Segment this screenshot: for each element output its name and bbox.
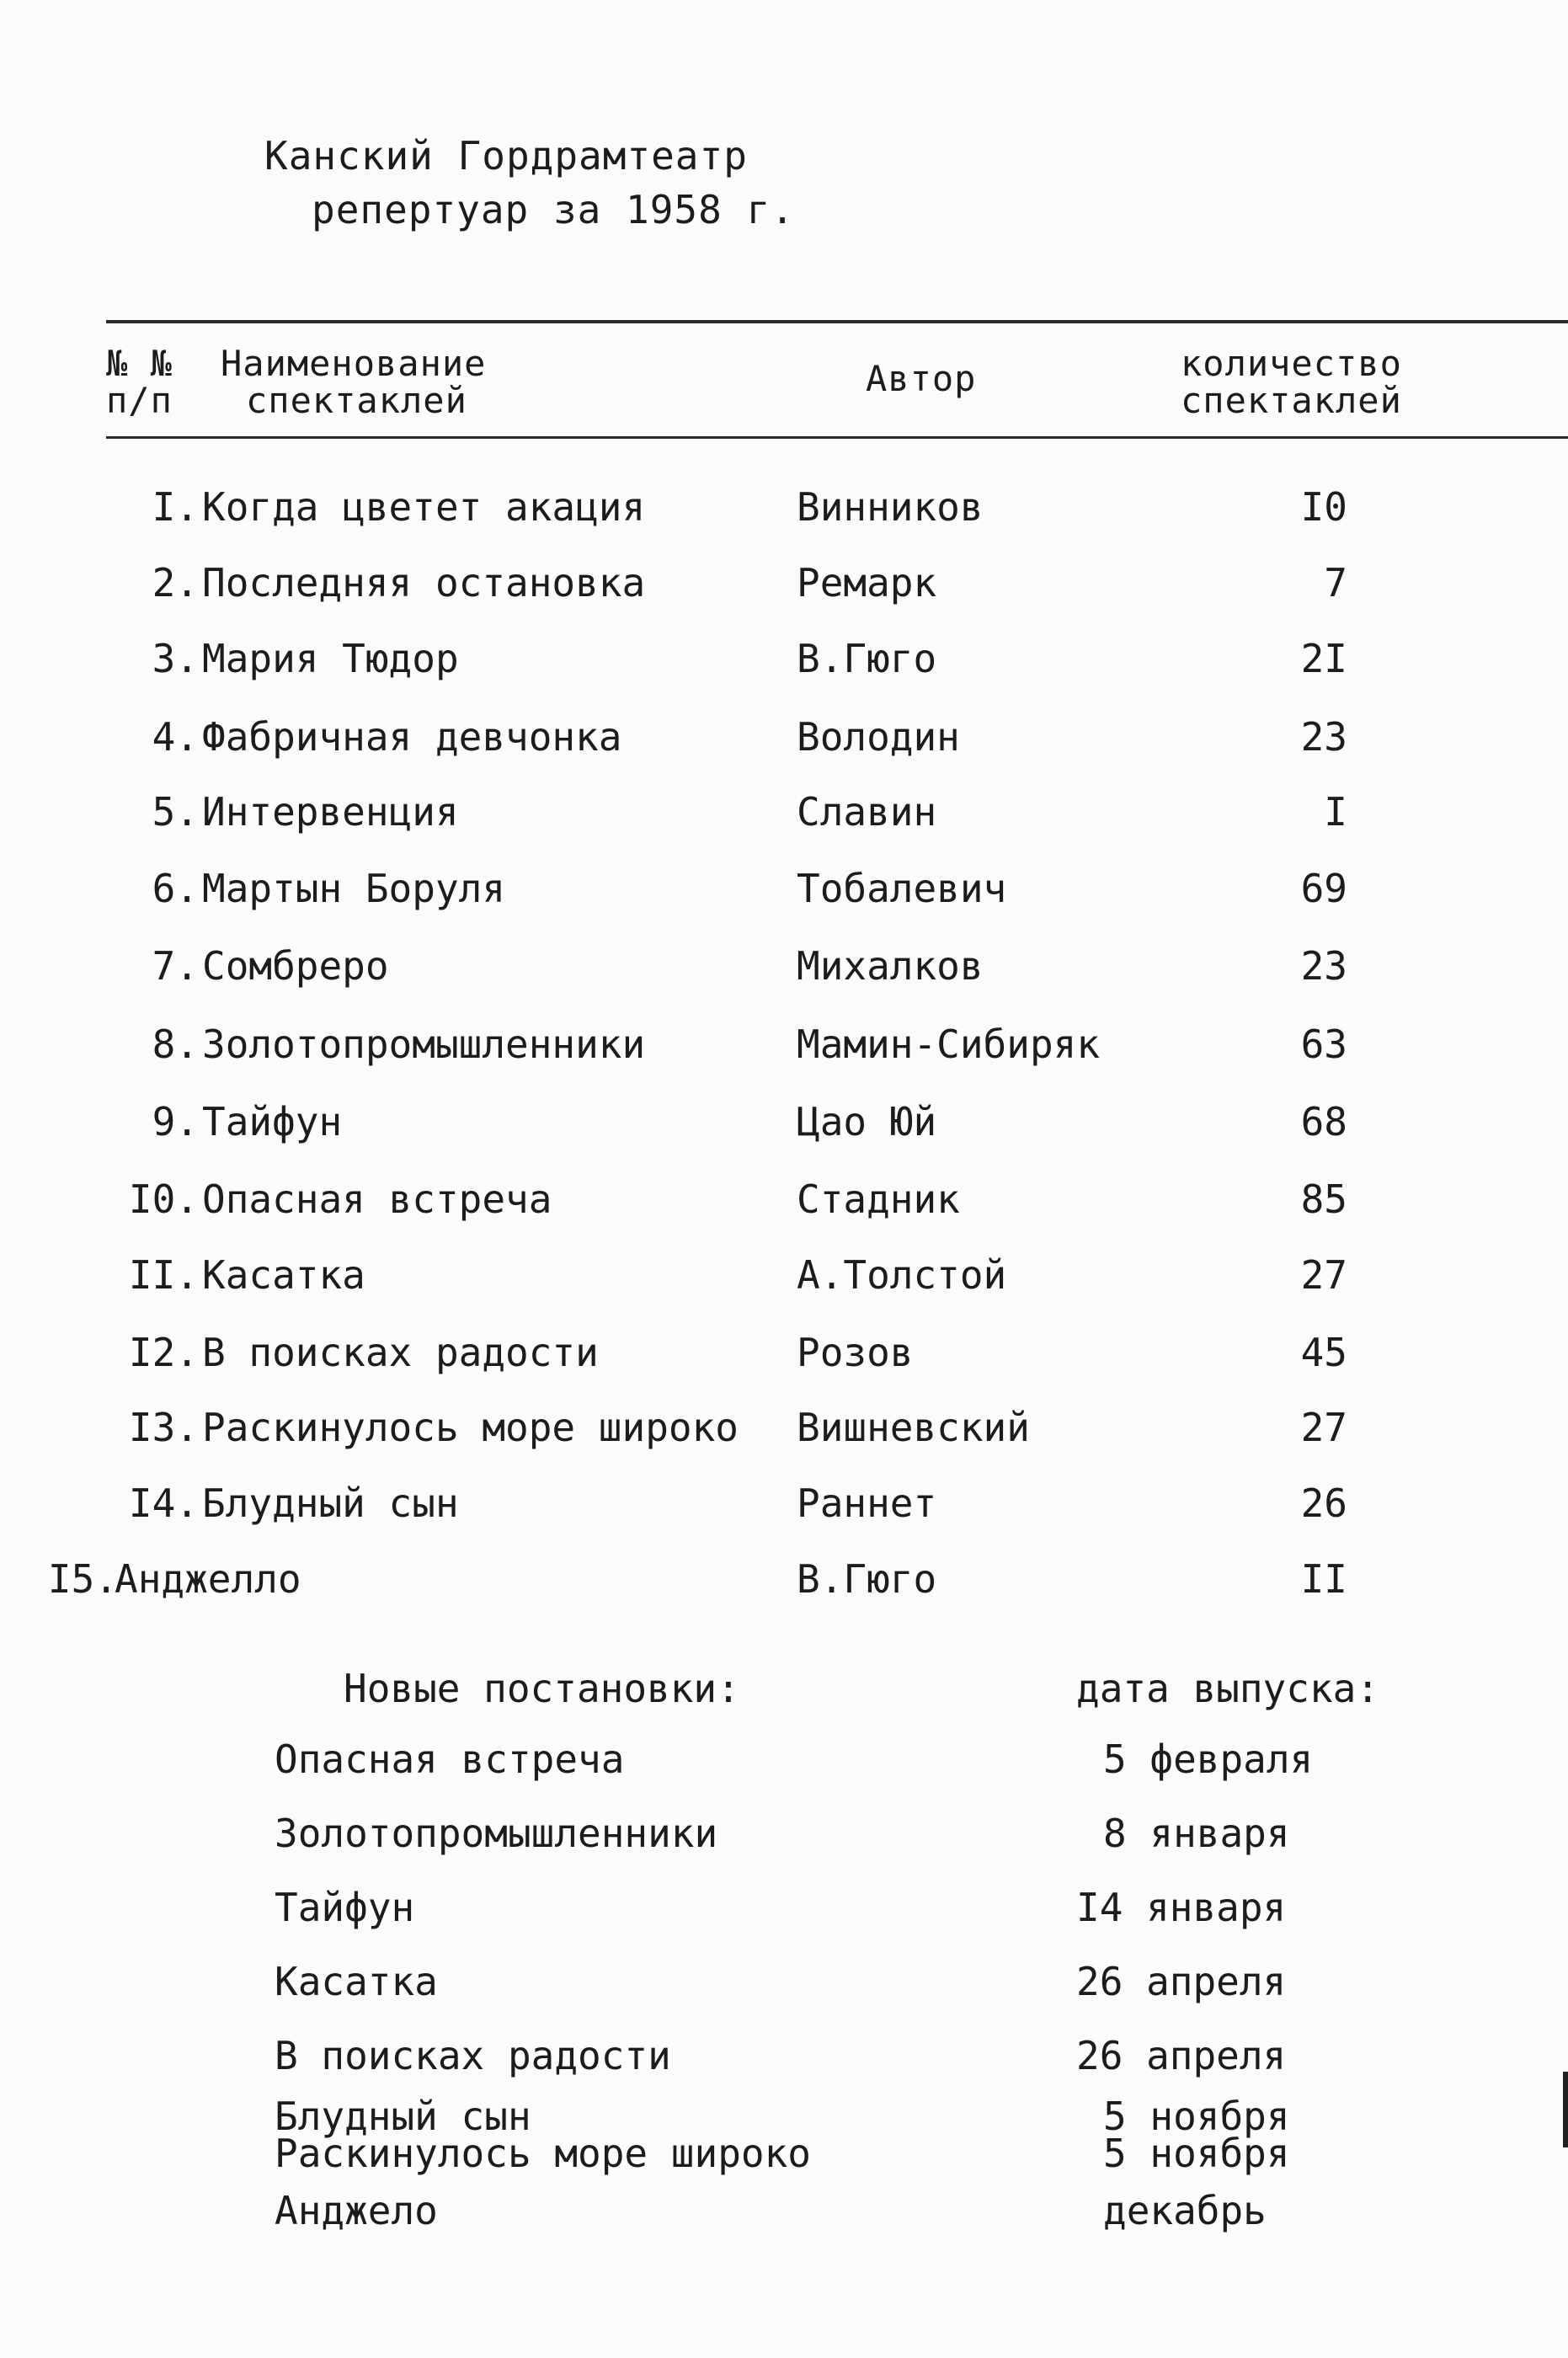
- row-title: Тайфун: [202, 1099, 343, 1144]
- row-title: Касатка: [202, 1252, 365, 1298]
- header-num: [106, 345, 173, 419]
- header-count-line2: спектаклей: [1181, 380, 1402, 421]
- table-row: [0, 714, 1568, 765]
- row-number: I4.: [128, 1480, 199, 1526]
- row-title: Раскинулось море широко: [202, 1405, 739, 1450]
- premiere-date: 26 апреля: [1076, 2033, 1287, 2078]
- header-count: [1181, 345, 1402, 419]
- row-number: 7.: [152, 943, 199, 989]
- premiere-date: I4 января: [1076, 1885, 1287, 1930]
- row-count: 2I: [1300, 636, 1347, 681]
- row-title: Опасная встреча: [202, 1176, 552, 1222]
- premieres-date-heading: дата выпуска:: [1076, 1666, 1380, 1711]
- table-row: [0, 484, 1568, 535]
- row-number: 9.: [152, 1099, 199, 1144]
- row-title: Интервенция: [202, 789, 459, 835]
- row-author: А.Толстой: [797, 1252, 1007, 1298]
- row-count: 68: [1300, 1099, 1347, 1144]
- row-number: I2.: [128, 1330, 199, 1375]
- premiere-title: Касатка: [275, 1959, 438, 2004]
- row-author: Володин: [797, 714, 960, 760]
- row-author: Цао Юй: [797, 1099, 937, 1144]
- header-count-line1: количество: [1181, 343, 1402, 384]
- row-count: I0: [1300, 484, 1347, 530]
- row-number: 3.: [152, 636, 199, 681]
- row-count: 7: [1324, 560, 1347, 606]
- row-author: Тобалевич: [797, 866, 1007, 911]
- header-num-line1: № №: [106, 343, 173, 384]
- row-title: Анджелло: [115, 1556, 301, 1602]
- document-subtitle: репертуар за 1958 г.: [312, 187, 795, 232]
- header-bottom-rule: [106, 436, 1568, 439]
- table-row: [0, 1480, 1568, 1531]
- table-row: [0, 1022, 1568, 1072]
- row-title: Золотопромышленники: [202, 1022, 646, 1067]
- premiere-title: Раскинулось море широко: [275, 2131, 811, 2176]
- row-count: 23: [1300, 943, 1347, 989]
- row-author: Раннет: [797, 1480, 937, 1526]
- row-title: Сомбреро: [202, 943, 389, 989]
- table-row: [0, 1099, 1568, 1150]
- table-row: [0, 1330, 1568, 1380]
- row-title: Последняя остановка: [202, 560, 646, 606]
- row-count: 27: [1300, 1405, 1347, 1450]
- row-author: Михалков: [797, 943, 984, 989]
- row-title: Мария Тюдор: [202, 636, 459, 681]
- row-title: Блудный сын: [202, 1480, 459, 1526]
- row-number: I0.: [128, 1176, 199, 1222]
- header-num-line2: п/п: [106, 380, 173, 421]
- header-name-line1: Наименование: [221, 343, 487, 384]
- row-number: II.: [128, 1252, 199, 1298]
- row-number: 5.: [152, 789, 199, 835]
- table-row: [0, 636, 1568, 686]
- row-count: I: [1324, 789, 1347, 835]
- row-author: В.Гюго: [797, 636, 937, 681]
- row-number: I5.: [47, 1556, 118, 1602]
- premiere-date: 5 ноября: [1103, 2131, 1290, 2176]
- table-row: [0, 1556, 1568, 1607]
- premiere-title: Анджело: [275, 2188, 438, 2233]
- header-name-line2: спектаклей: [246, 380, 467, 421]
- premiere-date: 5 ноября: [1103, 2094, 1290, 2139]
- premiere-date: 5 февраля: [1103, 1736, 1314, 1782]
- row-count: II: [1300, 1556, 1347, 1602]
- table-row: [0, 560, 1568, 611]
- row-author: Мамин-Сибиряк: [797, 1022, 1101, 1067]
- header-name: [221, 345, 486, 419]
- row-count: 63: [1300, 1022, 1347, 1067]
- table-row: [0, 789, 1568, 840]
- row-number: 8.: [152, 1022, 199, 1067]
- row-author: В.Гюго: [797, 1556, 937, 1602]
- row-author: Вишневский: [797, 1405, 1030, 1450]
- table-row: [0, 1252, 1568, 1303]
- row-count: 27: [1300, 1252, 1347, 1298]
- table-row: [0, 943, 1568, 994]
- premiere-date: декабрь: [1103, 2188, 1267, 2233]
- row-title: В поисках радости: [202, 1330, 599, 1375]
- row-count: 45: [1300, 1330, 1347, 1375]
- document-title: Канский Гордрамтеатр: [264, 133, 748, 179]
- premieres-heading: Новые постановки:: [344, 1666, 740, 1711]
- row-count: 23: [1300, 714, 1347, 760]
- row-count: 26: [1300, 1480, 1347, 1526]
- row-count: 85: [1300, 1176, 1347, 1222]
- premiere-date: 8 января: [1103, 1811, 1290, 1856]
- premiere-title: Тайфун: [275, 1885, 415, 1930]
- row-number: 6.: [152, 866, 199, 911]
- row-count: 69: [1300, 866, 1347, 911]
- table-row: [0, 1405, 1568, 1455]
- row-title: Мартын Боруля: [202, 866, 506, 911]
- premiere-title: Золотопромышленники: [275, 1811, 718, 1856]
- row-number: I3.: [128, 1405, 199, 1450]
- premiere-date: 26 апреля: [1076, 1959, 1287, 2004]
- row-author: Розов: [797, 1330, 914, 1375]
- premiere-title: В поисках радости: [275, 2033, 671, 2078]
- header-top-rule: [106, 320, 1568, 323]
- row-number: I.: [152, 484, 199, 530]
- row-title: Когда цветет акация: [202, 484, 646, 530]
- row-author: Винников: [797, 484, 984, 530]
- row-author: Стадник: [797, 1176, 960, 1222]
- row-author: Ремарк: [797, 560, 937, 606]
- row-author: Славин: [797, 789, 937, 835]
- row-title: Фабричная девчонка: [202, 714, 622, 760]
- table-row: [0, 1176, 1568, 1227]
- premiere-title: Опасная встреча: [275, 1736, 625, 1782]
- scan-edge-mark: [1563, 2072, 1568, 2147]
- row-number: 4.: [152, 714, 199, 760]
- header-author: Автор: [866, 358, 977, 399]
- premiere-title: Блудный сын: [275, 2094, 531, 2139]
- row-number: 2.: [152, 560, 199, 606]
- table-row: [0, 866, 1568, 916]
